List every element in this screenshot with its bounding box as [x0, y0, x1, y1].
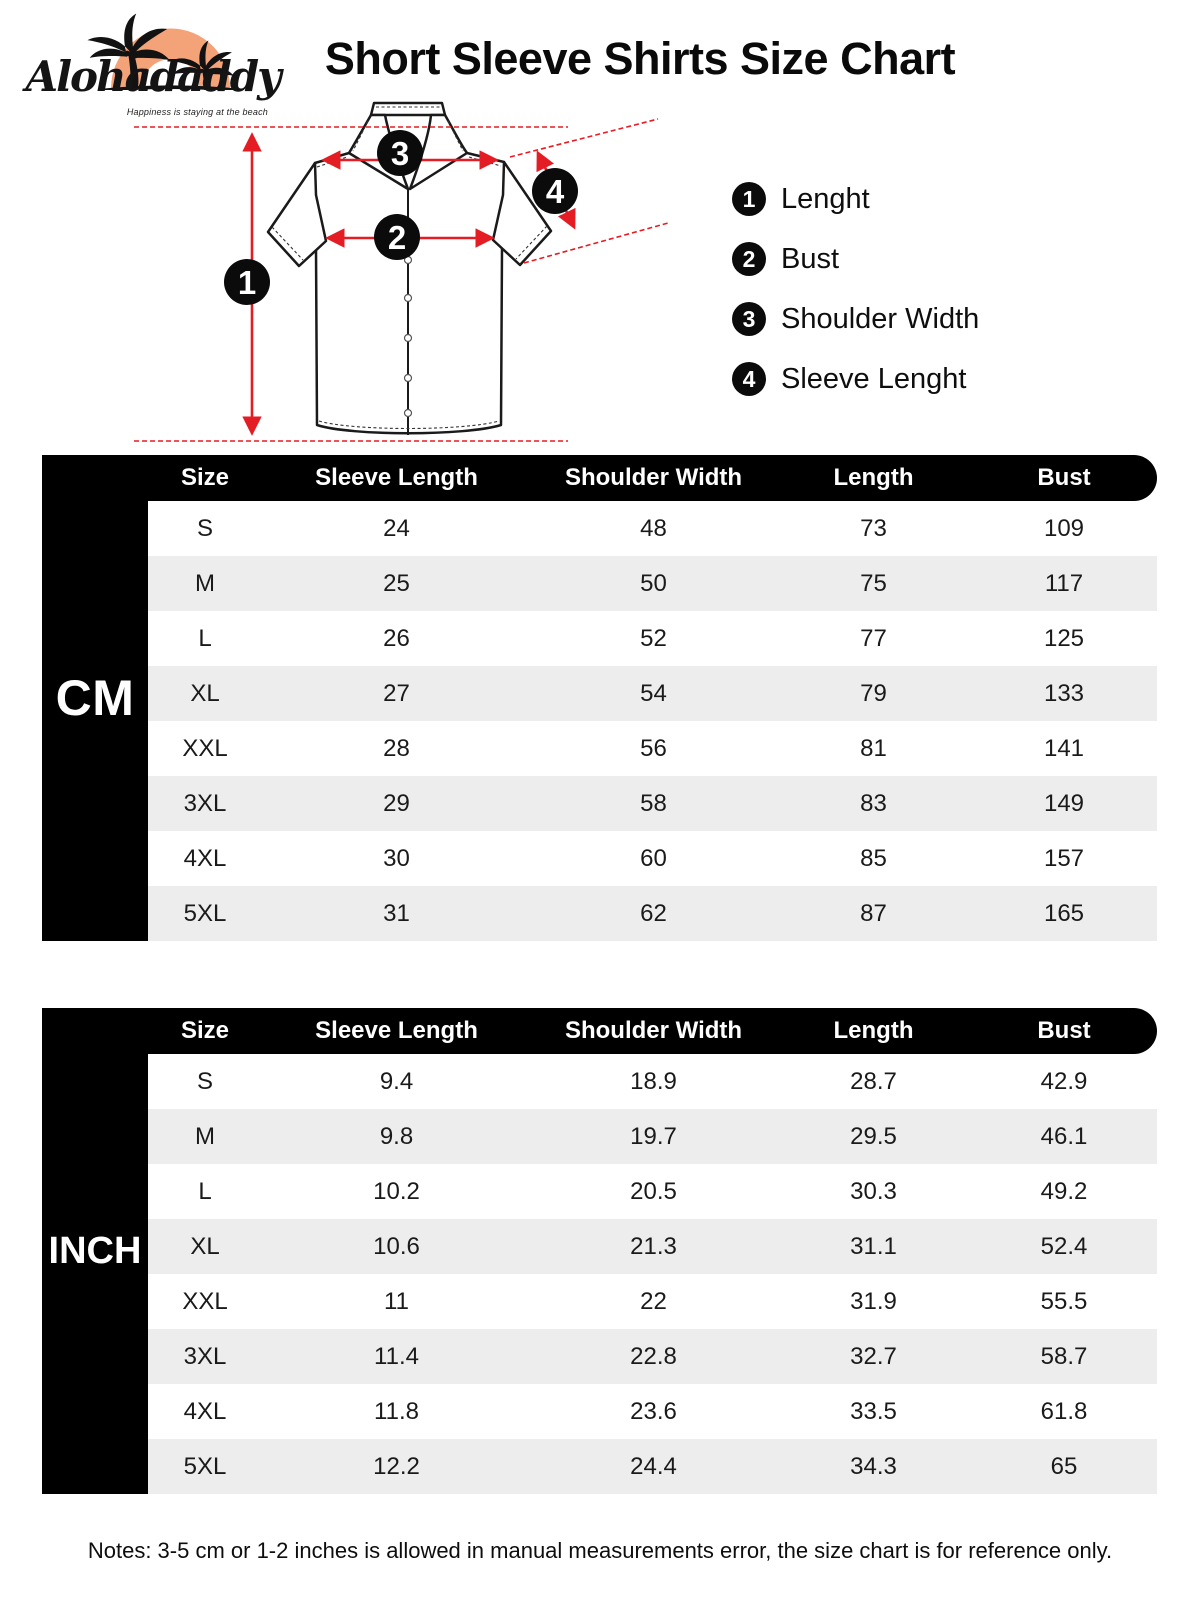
table-cell: 21.3 — [630, 1232, 677, 1260]
table-cell: 117 — [1044, 569, 1084, 597]
brand-tagline: Happiness is staying at the beach — [126, 107, 268, 117]
table-cell: 79 — [860, 679, 887, 707]
column-header: Bust — [1037, 1017, 1091, 1044]
table-cell: 49.2 — [1040, 1177, 1088, 1205]
table-cell: 85 — [860, 844, 887, 872]
legend-item-bust — [732, 240, 1072, 278]
table-cell: 125 — [1043, 624, 1085, 652]
table-cell: 60 — [640, 844, 667, 872]
table-cell: 46.1 — [1040, 1122, 1088, 1150]
legend-item-shoulder-width — [732, 300, 1072, 338]
table-cell: 25 — [383, 569, 410, 597]
column-header: Sleeve Length — [315, 1017, 478, 1044]
table-cell: 10.6 — [373, 1232, 420, 1260]
legend-item-length — [732, 180, 1072, 218]
table-cell: 30 — [383, 844, 410, 872]
table-cell: L — [198, 1177, 212, 1205]
unit-label: INCH — [48, 1229, 142, 1272]
table-cell: XXL — [182, 734, 228, 762]
table-row — [148, 776, 1157, 831]
table-row — [148, 1054, 1157, 1109]
table-cell: S — [196, 1067, 213, 1095]
table-cell: 29.5 — [850, 1122, 897, 1150]
table-cell: 73 — [860, 514, 887, 542]
legend-label: Bust — [781, 242, 840, 275]
table-cell: 58 — [640, 789, 667, 817]
table-cell: 28.7 — [850, 1067, 897, 1095]
table-header-row — [42, 1008, 1157, 1054]
table-row — [148, 1109, 1157, 1164]
table-row — [148, 1274, 1157, 1329]
column-header: Size — [180, 1017, 230, 1044]
column-header: Length — [833, 464, 914, 491]
column-header: Sleeve Length — [315, 464, 478, 491]
shirt-measurement-diagram — [120, 95, 700, 457]
table-cell: M — [195, 569, 215, 597]
legend-label: Lenght — [781, 182, 870, 215]
badge-shoulder: 3 — [390, 135, 410, 172]
table-cell: 23.6 — [630, 1397, 677, 1425]
table-cell: 30.3 — [850, 1177, 897, 1205]
table-cell: 87 — [860, 899, 887, 927]
table-cell: 31.1 — [850, 1232, 897, 1260]
notes-text: Notes: 3-5 cm or 1-2 inches is allowed in manual measurements error, the size chart is for reference only. — [87, 1538, 1113, 1563]
table-row — [148, 611, 1157, 666]
table-cell: 18.9 — [630, 1067, 677, 1095]
table-cell: 19.7 — [630, 1122, 677, 1150]
size-table-inch — [42, 1008, 1157, 1494]
table-cell: S — [196, 514, 213, 542]
table-cell: L — [198, 624, 212, 652]
column-header: Shoulder Width — [564, 464, 743, 491]
table-cell: 83 — [860, 789, 887, 817]
table-cell: 5XL — [183, 899, 227, 927]
table-cell: 24.4 — [630, 1452, 677, 1480]
badge-length: 1 — [237, 264, 257, 301]
table-cell: 77 — [860, 624, 887, 652]
table-row — [148, 886, 1157, 941]
table-cell: 149 — [1043, 789, 1085, 817]
table-cell: 33.5 — [850, 1397, 897, 1425]
unit-column — [42, 1008, 148, 1494]
table-cell: 81 — [860, 734, 887, 762]
table-cell: 9.8 — [379, 1122, 414, 1150]
table-cell: 9.4 — [379, 1067, 414, 1095]
legend-number-icon: 4 — [732, 362, 766, 396]
column-header: Bust — [1037, 464, 1091, 491]
table-cell: 11 — [384, 1287, 409, 1315]
legend-number-icon: 1 — [732, 182, 766, 216]
table-row — [148, 501, 1157, 556]
table-cell: 50 — [640, 569, 667, 597]
measurement-legend — [732, 180, 1072, 420]
brand-name: Alohadaddy — [25, 52, 280, 101]
table-row — [148, 1219, 1157, 1274]
legend-number-icon: 2 — [732, 242, 766, 276]
table-cell: 157 — [1043, 844, 1085, 872]
legend-label: Shoulder Width — [781, 302, 980, 335]
table-cell: 65 — [1050, 1452, 1078, 1480]
column-header: Size — [180, 464, 230, 491]
badge-bust: 2 — [387, 219, 407, 256]
table-cell: 52.4 — [1040, 1232, 1088, 1260]
table-cell: 31 — [383, 899, 410, 927]
size-table-cm — [42, 455, 1157, 941]
legend-item-sleeve-length — [732, 360, 1072, 398]
table-cell: 56 — [640, 734, 667, 762]
table-cell: 31.9 — [850, 1287, 897, 1315]
table-cell: 109 — [1043, 514, 1085, 542]
legend-label: Sleeve Lenght — [781, 362, 967, 395]
table-cell: M — [195, 1122, 215, 1150]
unit-label: CM — [55, 670, 135, 726]
table-cell: 3XL — [183, 789, 227, 817]
table-cell: 10.2 — [373, 1177, 420, 1205]
column-header: Length — [833, 1017, 914, 1044]
table-cell: 20.5 — [630, 1177, 677, 1205]
table-cell: 34.3 — [850, 1452, 897, 1480]
legend-number-icon: 3 — [732, 302, 766, 336]
table-row — [148, 1384, 1157, 1439]
table-cell: 75 — [860, 569, 887, 597]
table-row — [148, 721, 1157, 776]
table-row — [148, 666, 1157, 721]
table-cell: 29 — [383, 789, 410, 817]
table-cell: 165 — [1043, 899, 1085, 927]
table-cell: 48 — [640, 514, 667, 542]
table-cell: 133 — [1043, 679, 1085, 707]
table-cell: 42.9 — [1040, 1067, 1088, 1095]
table-row — [148, 1439, 1157, 1494]
table-cell: 141 — [1043, 734, 1085, 762]
table-body — [148, 501, 1157, 941]
table-cell: 5XL — [183, 1452, 227, 1480]
table-cell: 24 — [383, 514, 410, 542]
table-cell: 28 — [383, 734, 410, 762]
table-cell: 22.8 — [630, 1342, 677, 1370]
table-cell: 12.2 — [373, 1452, 420, 1480]
table-cell: 11.4 — [374, 1342, 419, 1370]
table-cell: 4XL — [183, 844, 227, 872]
table-cell: 3XL — [183, 1342, 227, 1370]
table-cell: XL — [190, 1232, 220, 1260]
column-header: Shoulder Width — [564, 1017, 743, 1044]
table-row — [148, 831, 1157, 886]
table-row — [148, 1329, 1157, 1384]
table-cell: 62 — [640, 899, 667, 927]
table-cell: 11.8 — [374, 1397, 419, 1425]
table-cell: 52 — [640, 624, 667, 652]
table-cell: 27 — [383, 679, 410, 707]
table-cell: 26 — [383, 624, 410, 652]
table-row — [148, 1164, 1157, 1219]
table-cell: 32.7 — [850, 1342, 897, 1370]
table-cell: 54 — [640, 679, 667, 707]
table-header-row — [42, 455, 1157, 501]
table-cell: 22 — [640, 1287, 667, 1315]
table-cell: XXL — [182, 1287, 228, 1315]
table-cell: 61.8 — [1040, 1397, 1088, 1425]
table-cell: 4XL — [183, 1397, 227, 1425]
table-cell: 55.5 — [1040, 1287, 1088, 1315]
table-cell: 58.7 — [1040, 1342, 1088, 1370]
table-row — [148, 556, 1157, 611]
page-title: Short Sleeve Shirts Size Chart — [324, 33, 956, 84]
unit-column — [42, 455, 148, 941]
table-cell: XL — [190, 679, 220, 707]
badge-sleeve: 4 — [545, 173, 565, 210]
table-body — [148, 1054, 1157, 1494]
